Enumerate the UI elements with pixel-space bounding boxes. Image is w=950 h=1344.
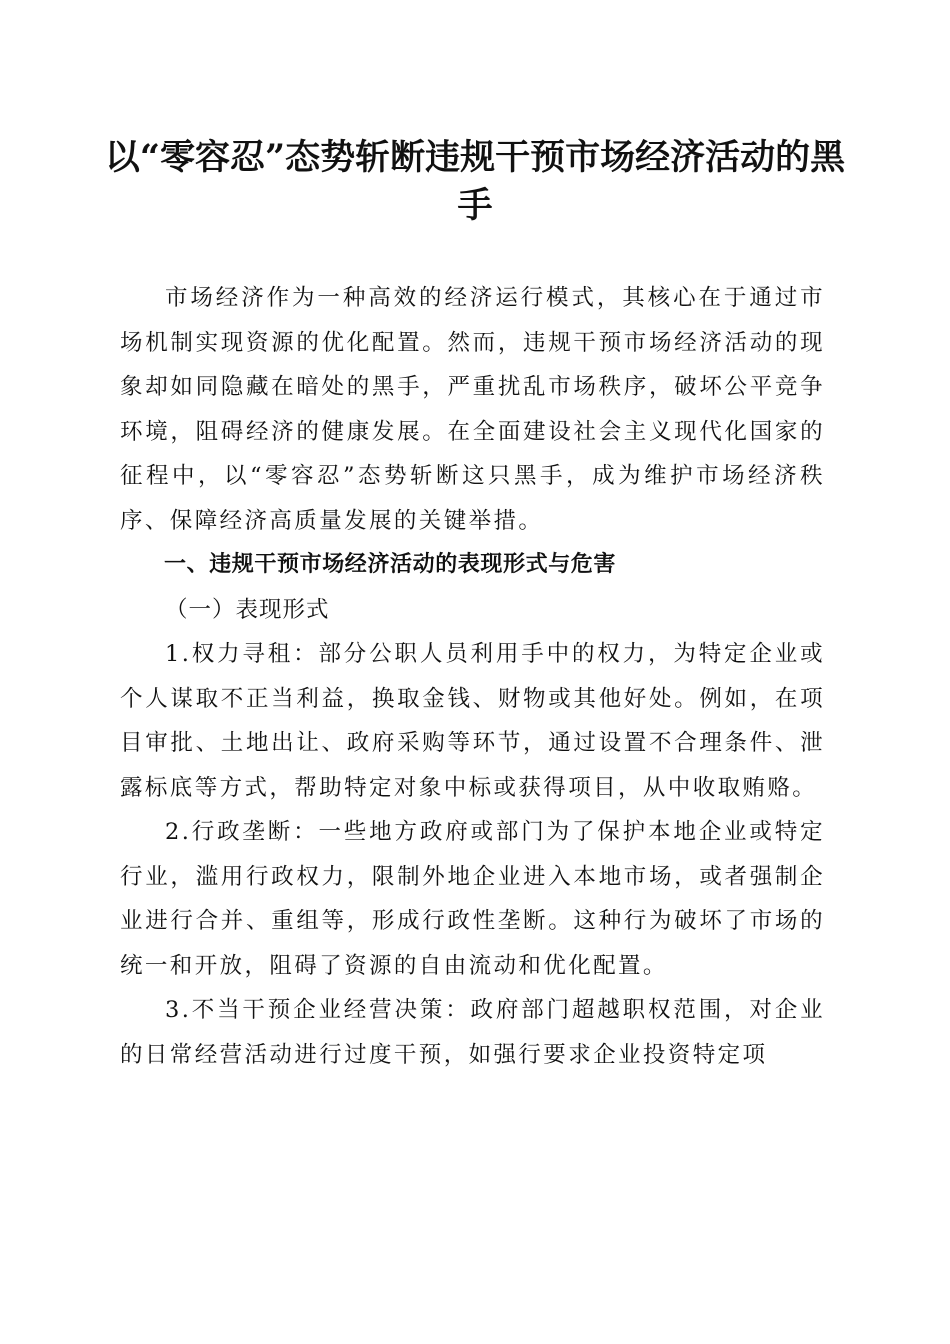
document-title: 以“零容忍”态势斩断违规干预市场经济活动的黑手 bbox=[104, 137, 846, 226]
paragraph-intro: 市场经济作为一种高效的经济运行模式，其核心在于通过市场机制实现资源的优化配置。然而，违规干预市场经济活动的现象却如同隐藏在暗处的黑手，严重扰乱市场秩序，破坏公平竞争环境，阻碍经济的健康发展。在全面建设社会主义现代化国家的征程中，以“零容忍”态势斩断这只黑手，成为维护市场经济秩序、保障经济高质量发展的关键举措。 bbox=[120, 285, 825, 534]
paragraph-administrative-monopoly: 2.行政垄断：一些地方政府或部门为了保护本地企业或特定行业，滥用行政权力，限制外地企业进入本地市场，或者强制企业进行合并、重组等，形成行政性垄断。这种行为破坏了市场的统一和开放，阻碍了资源的自由流动和优化配置。 bbox=[120, 819, 825, 979]
paragraph-improper-intervention: 3.不当干预企业经营决策：政府部门超越职权范围，对企业的日常经营活动进行过度干预，如强行要求企业投资特定项 bbox=[120, 997, 825, 1068]
document-body bbox=[120, 276, 825, 1077]
paragraph-power-rent-seeking: 1.权力寻租：部分公职人员利用手中的权力，为特定企业或个人谋取不正当利益，换取金钱、财物或其他好处。例如，在项目审批、土地出让、政府采购等环节，通过设置不合理条件、泄露标底等方式，帮助特定对象中标或获得项目，从中收取贿赂。 bbox=[120, 641, 825, 801]
section-heading-1: 一、违规干预市场经济活动的表现形式与危害 bbox=[164, 552, 617, 577]
subsection-heading-1: （一）表现形式 bbox=[165, 596, 330, 623]
